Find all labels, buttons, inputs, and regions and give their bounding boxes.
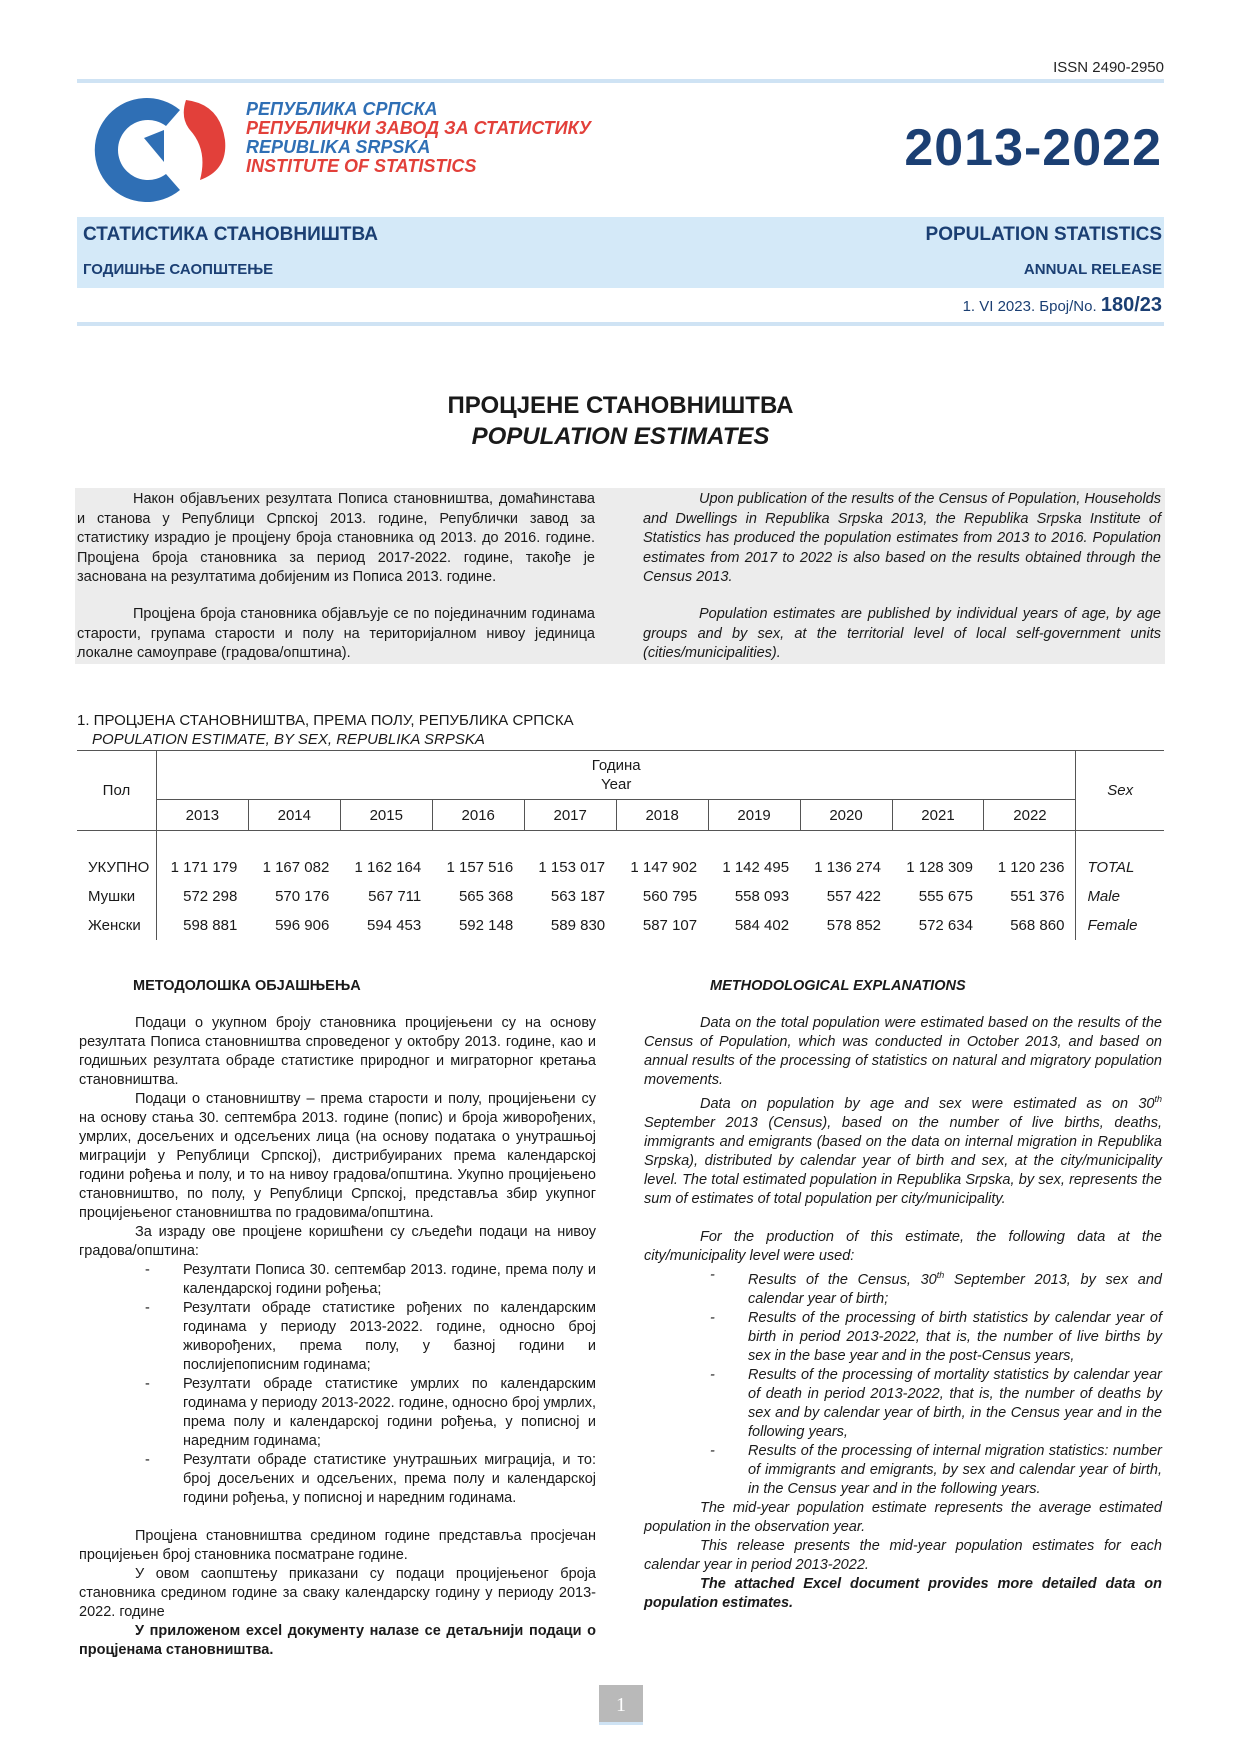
intro-en-1 [643,490,1161,588]
table-row [77,911,1164,940]
table-cell: 568 860 [1010,917,1065,934]
list-item-text: Results of the processing of birth statistics by calendar year of birth in period 2013-2022, that is, the number of live births by sex in the base year and in the post-Census years, [748,1309,1162,1364]
year-header: 2015 [340,800,432,831]
methodology-heading-sr: МЕТОДОЛОШКА ОБЈАШЊЕЊА [133,978,361,994]
table-caption-sr: 1. ПРОЦЈЕНА СТАНОВНИШТВА, ПРЕМА ПОЛУ, РЕПУБЛИКА СРПСКА [77,712,574,729]
table-cell: 563 187 [550,888,606,905]
institute-line-2: РЕПУБЛИЧКИ ЗАВОД ЗА СТАТИСТИКУ [246,118,591,138]
row-label-en: TOTAL [1076,853,1164,882]
release-date: 1. VI 2023. Број/No. [962,298,1097,315]
table-row [77,882,1164,911]
table-cell: 572 634 [918,917,973,934]
methodology-sr-p3: За израду ове процјене коришћени су сљедећи подаци на нивоу градова/општина: [79,1224,596,1259]
table-cell: 1 171 179 [170,859,238,876]
table-cell: 1 167 082 [262,859,330,876]
methodology-en-p1: Data on the total population were estimated based on the results of the Census of Population, which was conducted in October 2013, and based on annual results of the processing of statistics on natural and migratory population movements. [644,1015,1162,1088]
institute-name [246,100,591,176]
intro-en-2 [643,605,1161,664]
year-group-en: Year [601,776,632,793]
table-cell: 589 830 [550,917,606,934]
institute-line-1: РЕПУБЛИКА СРПСКА [246,99,438,119]
methodology-heading-en: METHODOLOGICAL EXPLANATIONS [710,978,966,994]
methodology-en-p5: This release presents the mid-year population estimates for each calendar year in period 2013-2022. [644,1537,1162,1573]
release-type-sr: ГОДИШЊЕ САОПШТЕЊЕ [83,261,274,278]
list-item: - Results of the Census, 30th September 2013, by sex and calendar year of birth; [710,1266,1162,1307]
list-item-text: September 2013, by sex and calendar year of birth; [748,1271,1162,1307]
row-label-en: Male [1076,882,1164,911]
table-cell: 1 142 495 [722,859,790,876]
table-row [77,853,1164,882]
institute-line-4: INSTITUTE OF STATISTICS [246,156,477,176]
year-header: 2017 [524,800,616,831]
list-item: - Резултати обраде статистике рођених по календарским годинама у периоду 2013-2022. године, односно број живорођених, према полу, у базној години и послијепописним годинама; [145,1300,596,1373]
year-header: 2018 [616,800,708,831]
table-cell: 584 402 [734,917,790,934]
list-item: - Резултати обраде статистике умрлих по календарским годинама у периоду 2013-2022. године, односно број умрлих, према полу и календарској години рођења, у пописној и наредним годинама; [145,1376,596,1449]
page-number: 1 [599,1685,643,1725]
row-label-sr: УКУПНО [77,853,156,882]
methodology-sr-p4: Процјена становништва средином године представља просјечан процијењен број становника посматране године. [79,1528,596,1563]
col-header-sex-en: Sex [1076,751,1164,831]
year-header: 2021 [892,800,984,831]
list-item-text: Results of the processing of internal migration statistics: number of immigrants and emigrants, by sex and calendar year of birth, in the Census year and in the following years. [748,1442,1162,1497]
superscript: th [1154,1094,1162,1104]
table-cell: 587 107 [642,917,698,934]
table-cell: 551 376 [1010,888,1065,905]
release-type-en: ANNUAL RELEASE [1023,261,1162,278]
methodology-sr-p1: Подаци о укупном броју становника процијењени су на основу резултата Пописа становништва спроведеног у октобру 2013. године, као и годишњих резултата обраде статистике природног и миграторног кретања становништва. [79,1015,596,1088]
institute-logo [80,90,230,210]
release-number: 180/23 [1100,294,1162,316]
year-header: 2019 [708,800,800,831]
methodology-sr-p2: Подаци о становништву – према старости и полу, процијењени су на основу стања 30. септембра 2013. године (попис) и броја живорођених, умрлих, досељених и одсељених лица (на основу података о унутрашњој миграцији у Републици Српској), дистрибуираних према календарској години рођења и полу, и то на нивоу градова/општина. Укупно процијењено становништво, по полу, у Републици Српској, представља збир укупног процијењеног становништва по градовима/општина. [79,1091,596,1221]
row-label-sr: Мушки [77,882,156,911]
page-number-underline [599,1722,643,1725]
table-caption-en: POPULATION ESTIMATE, BY SEX, REPUBLIKA SRPSKA [92,731,485,748]
table-cell: 572 298 [183,888,238,905]
methodology-sr-list [79,1261,596,1508]
table-cell: 570 176 [275,888,330,905]
table-cell: 558 093 [734,888,790,905]
table-cell: 1 136 274 [814,859,882,876]
table-cell: 598 881 [183,917,238,934]
table-cell: 567 711 [368,888,422,905]
methodology-en-p2-b: September 2013 (Census), based on the number of live births, deaths, immigrants and emigrants (based on the data on internal migration in Republika Srpska), distributed by calendar year of birth and sex, at the city/municipality level. The total estimated population in Republika Srpska, by sex, represents the sum of estimates of total population per city/municipality. [644,1114,1162,1207]
table-cell: 560 795 [642,888,698,905]
header-divider [77,322,1164,326]
intro-sr-2-text: Процјена броја становника објављује се по појединачним годинама старости, групама старости и полу на територијалном нивоу јединица локалне самоуправе (градова/општина). [77,606,595,661]
superscript: th [936,1269,945,1280]
list-item-text: Резултати Пописа 30. септембар 2013. године, према полу и календарској години рођења; [183,1262,596,1297]
table-cell: 1 120 236 [997,859,1065,876]
list-item-text: Резултати обраде статистике рођених по календарским годинама у периоду 2013-2022. године, односно број живорођених, према полу, у базној години и послијепописним годинама; [183,1300,596,1373]
table-cell: 596 906 [275,917,330,934]
list-item-text: Резултати обраде статистике умрлих по календарским годинама у периоду 2013-2022. године, односно број умрлих, према полу и календарској години рођења, у пописној и наредним годинама; [183,1376,596,1449]
table-cell: 1 153 017 [538,859,606,876]
top-divider [77,79,1164,83]
methodology-sr-p6: У приложеном excel документу налазе се детаљнији подаци о процјенама становништва. [79,1623,596,1658]
release-date-line [963,294,1162,317]
year-header: 2020 [800,800,892,831]
methodology-sr [79,1014,596,1660]
table-cell: 1 157 516 [446,859,514,876]
table-cell: 555 675 [918,888,973,905]
list-item-text: Results of the Census, 30 [748,1271,937,1288]
col-header-year-group [156,751,1076,800]
year-header: 2016 [432,800,524,831]
list-item-text: Резултати обраде статистике унутрашњих миграција, и то: број досељених и одсељених, према полу и календарској години рођења, у пописној и наредним годинама. [183,1452,596,1506]
methodology-en [644,1014,1162,1613]
table-cell: 592 148 [458,917,514,934]
table-cell: 578 852 [826,917,882,934]
issn-label: ISSN 2490-2950 [1053,59,1164,76]
list-item-text: Results of the processing of mortality statistics by calendar year of death in period 2013-2022, that is, the number of deaths by sex and by calendar year of birth, in the Census year and in the following years, [748,1366,1162,1440]
category-en: POPULATION STATISTICS [925,224,1162,245]
list-item: - Results of the processing of internal migration statistics: number of immigrants and emigrants, by sex and calendar year of birth, in the Census year and in the following years. [710,1442,1162,1497]
institute-line-3: REPUBLIKA SRPSKA [246,137,431,157]
methodology-en-p6: The attached Excel document provides more detailed data on population estimates. [644,1575,1162,1611]
methodology-en-list [644,1266,1162,1499]
list-item: - Results of the processing of mortality statistics by calendar year of death in period 2013-2022, that is, the number of deaths by sex and by calendar year of birth, in the Census year and in the following years, [710,1366,1162,1440]
table-cell: 1 128 309 [906,859,973,876]
table-cell: 1 147 902 [630,859,698,876]
row-label-en: Female [1076,911,1164,940]
intro-sr-1-text: Након објављених резултата Пописа становништва, домаћинстава и станова у Републици Српској 2013. године, Републички завод за статистику израдио је процјену броја становника од 2013. до 2016. године. Процјена броја становника за период 2017-2022. године, такође је заснована на резултатима добијеним из Пописа 2013. године. [77,491,595,585]
year-header: 2014 [248,800,340,831]
intro-en-1-text: Upon publication of the results of the Census of Population, Households and Dwellings in Republika Srpska 2013, the Republika Srpska Institute of Statistics has produced the population estimates from 2013 to 2016. Population estimates from 2017 to 2022 is also based on the results obtained through the Census 2013. [643,491,1161,585]
intro-en-2-text: Population estimates are published by individual years of age, by age groups and by sex, at the territorial level of local self-government units (cities/municipalities). [643,606,1161,661]
table-cell: 565 368 [458,888,514,905]
year-group-sr: Година [591,757,641,774]
page-title-en: POPULATION ESTIMATES [471,423,770,450]
col-header-sex-sr: Пол [77,751,156,831]
list-item: - Results of the processing of birth statistics by calendar year of birth in period 2013-2022, that is, the number of live births by sex in the base year and in the post-Census years, [710,1309,1162,1364]
methodology-en-p4: The mid-year population estimate represents the average estimated population in the observation year. [644,1499,1162,1535]
table-cell: 557 422 [826,888,882,905]
year-header: 2013 [156,800,248,831]
methodology-en-p2 [644,1090,1162,1209]
row-label-sr: Женски [77,911,156,940]
intro-sr-1 [77,490,595,588]
category-sr: СТАТИСТИКА СТАНОВНИШТВА [83,224,378,245]
table-cell: 1 162 164 [354,859,422,876]
methodology-sr-p5: У овом саопштењу приказани су подаци процијењеног броја становника средином године за сваку календарску годину у периоду 2013-2022. године [79,1566,596,1620]
release-years: 2013-2022 [904,119,1162,177]
methodology-en-p3: For the production of this estimate, the following data at the city/municipality level were used: [644,1228,1162,1264]
population-table [77,750,1164,940]
intro-sr-2 [77,605,595,664]
methodology-en-p2-a: Data on population by age and sex were estimated as on 30 [700,1095,1155,1112]
list-item: - Резултати Пописа 30. септембар 2013. године, према полу и календарској години рођења; [145,1262,596,1297]
table-cell: 594 453 [367,917,422,934]
list-item: - Резултати обраде статистике унутрашњих миграција, и то: број досељених и одсељених, према полу и календарској години рођења, у пописној и наредним годинама. [145,1452,596,1506]
page-title-sr: ПРОЦЈЕНЕ СТАНОВНИШТВА [447,392,794,419]
year-header: 2022 [984,800,1076,831]
